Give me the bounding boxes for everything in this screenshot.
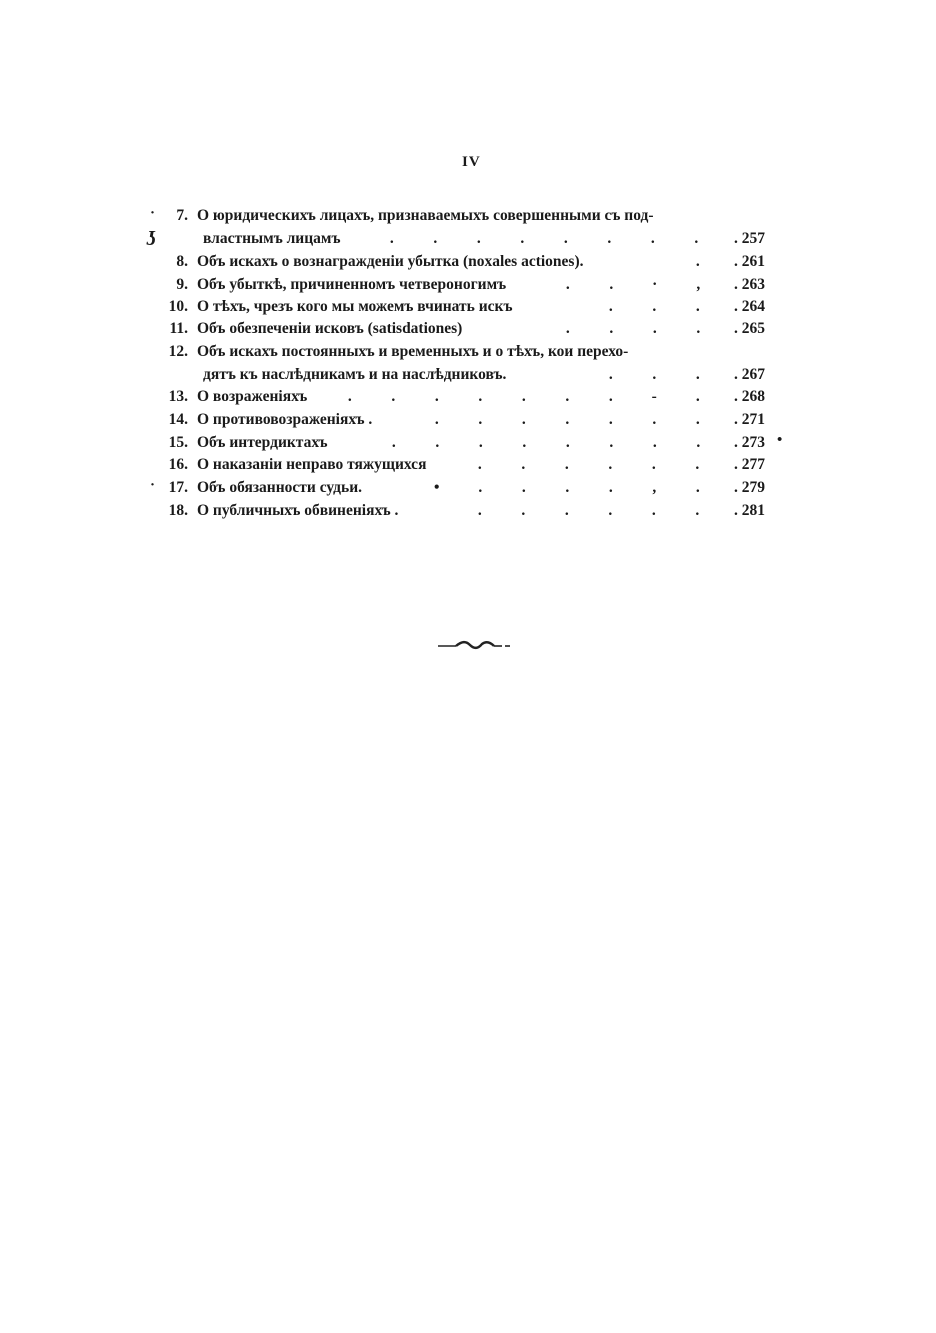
toc-number: 7. (176, 207, 188, 224)
toc-number: 16. (168, 456, 188, 473)
toc-entry-8 (0, 251, 936, 273)
toc-title: О противовозраженіяхъ . (197, 411, 373, 428)
toc-number: 17. (168, 479, 188, 496)
toc-page: . 268 (734, 388, 765, 405)
toc-leader-dots: . (695, 253, 700, 270)
toc-page: . 264 (734, 298, 765, 315)
toc-leader-dots: • . . . . , . (434, 479, 700, 496)
toc-number: 14. (168, 411, 188, 428)
toc-number: 11. (169, 320, 188, 337)
toc-number: 9. (176, 276, 188, 293)
toc-title: О публичныхъ обвиненіяхъ . (197, 502, 399, 519)
toc-leader-dots: . . . . . . . . (389, 230, 699, 247)
toc-page: . 281 (734, 502, 765, 519)
toc-entry-16 (0, 454, 936, 476)
toc-entry-13 (0, 386, 936, 408)
toc-page: . 261 (734, 253, 765, 270)
toc-leader-dots: . . . . . . (477, 502, 700, 519)
toc-entry-9 (0, 274, 936, 296)
toc-title: Объ искахъ постоянныхъ и временныхъ и о тѣхъ, кои перехо- (197, 343, 629, 360)
end-ornament (436, 639, 512, 651)
toc-title: О наказаніи неправо тяжущихся (197, 456, 427, 473)
toc-page: . 271 (734, 411, 765, 428)
toc-number: 8. (176, 253, 188, 270)
toc-leader-dots: . . . (608, 366, 700, 383)
toc-title: Объ убыткѣ, причиненномъ четвероногимъ (197, 276, 507, 293)
toc-page: . 279 (734, 479, 765, 496)
toc-entry-10 (0, 296, 936, 318)
toc-entry-7-cont (0, 228, 936, 250)
toc-title: О возраженіяхъ (197, 388, 308, 405)
toc-entry-15 (0, 432, 936, 454)
toc-leader-dots: . . . . . . . (434, 411, 700, 428)
toc-title: О тѣхъ, чрезъ кого мы можемъ вчинать искъ (197, 298, 513, 315)
toc-entry-12-cont (0, 364, 936, 386)
toc-title-cont: властнымъ лицамъ (203, 230, 341, 247)
toc-number: 12. (168, 343, 188, 360)
margin-mark: • (777, 432, 783, 448)
toc-number: 10. (168, 298, 188, 315)
toc-title: Объ обязанности судьи. (197, 479, 363, 496)
toc-entry-18 (0, 500, 936, 522)
toc-title: Объ обезпеченіи исковъ (satisdationes) (197, 320, 463, 337)
toc-title: О юридическихъ лицахъ, признаваемыхъ совершенными съ под- (197, 207, 654, 224)
toc-page: . 263 (734, 276, 765, 293)
handwritten-mark: ʖ (147, 228, 156, 250)
toc-leader-dots: . . · , (565, 276, 701, 293)
toc-entry-7 (0, 205, 936, 227)
toc-leader-dots: . . . . . . . - . (347, 388, 700, 405)
toc-leader-dots: . . . . . . (477, 456, 700, 473)
toc-entry-11 (0, 318, 936, 340)
toc-leader-dots: . . . . . . . . (391, 434, 701, 451)
toc-entry-17 (0, 477, 936, 499)
page-number: IV (462, 154, 481, 170)
toc-leader-dots: . . . (608, 298, 700, 315)
toc-page: . 277 (734, 456, 765, 473)
toc-entry-12 (0, 341, 936, 363)
margin-mark: · (150, 477, 156, 493)
toc-number: 18. (168, 502, 188, 519)
toc-title-cont: дятъ къ наслѣдникамъ и на наслѣдниковъ. (203, 366, 507, 383)
toc-page: . 265 (734, 320, 765, 337)
toc-title: Объ искахъ о вознагражденіи убытка (noxales actiones). (197, 253, 584, 270)
toc-number: 13. (168, 388, 188, 405)
margin-mark: · (150, 205, 156, 221)
toc-page: . 273 (734, 434, 765, 451)
toc-page: . 257 (734, 230, 765, 247)
toc-number: 15. (168, 434, 188, 451)
toc-page: . 267 (734, 366, 765, 383)
toc-title: Объ интердиктахъ (197, 434, 328, 451)
toc-entry-14 (0, 409, 936, 431)
toc-leader-dots: . . . . (565, 320, 701, 337)
